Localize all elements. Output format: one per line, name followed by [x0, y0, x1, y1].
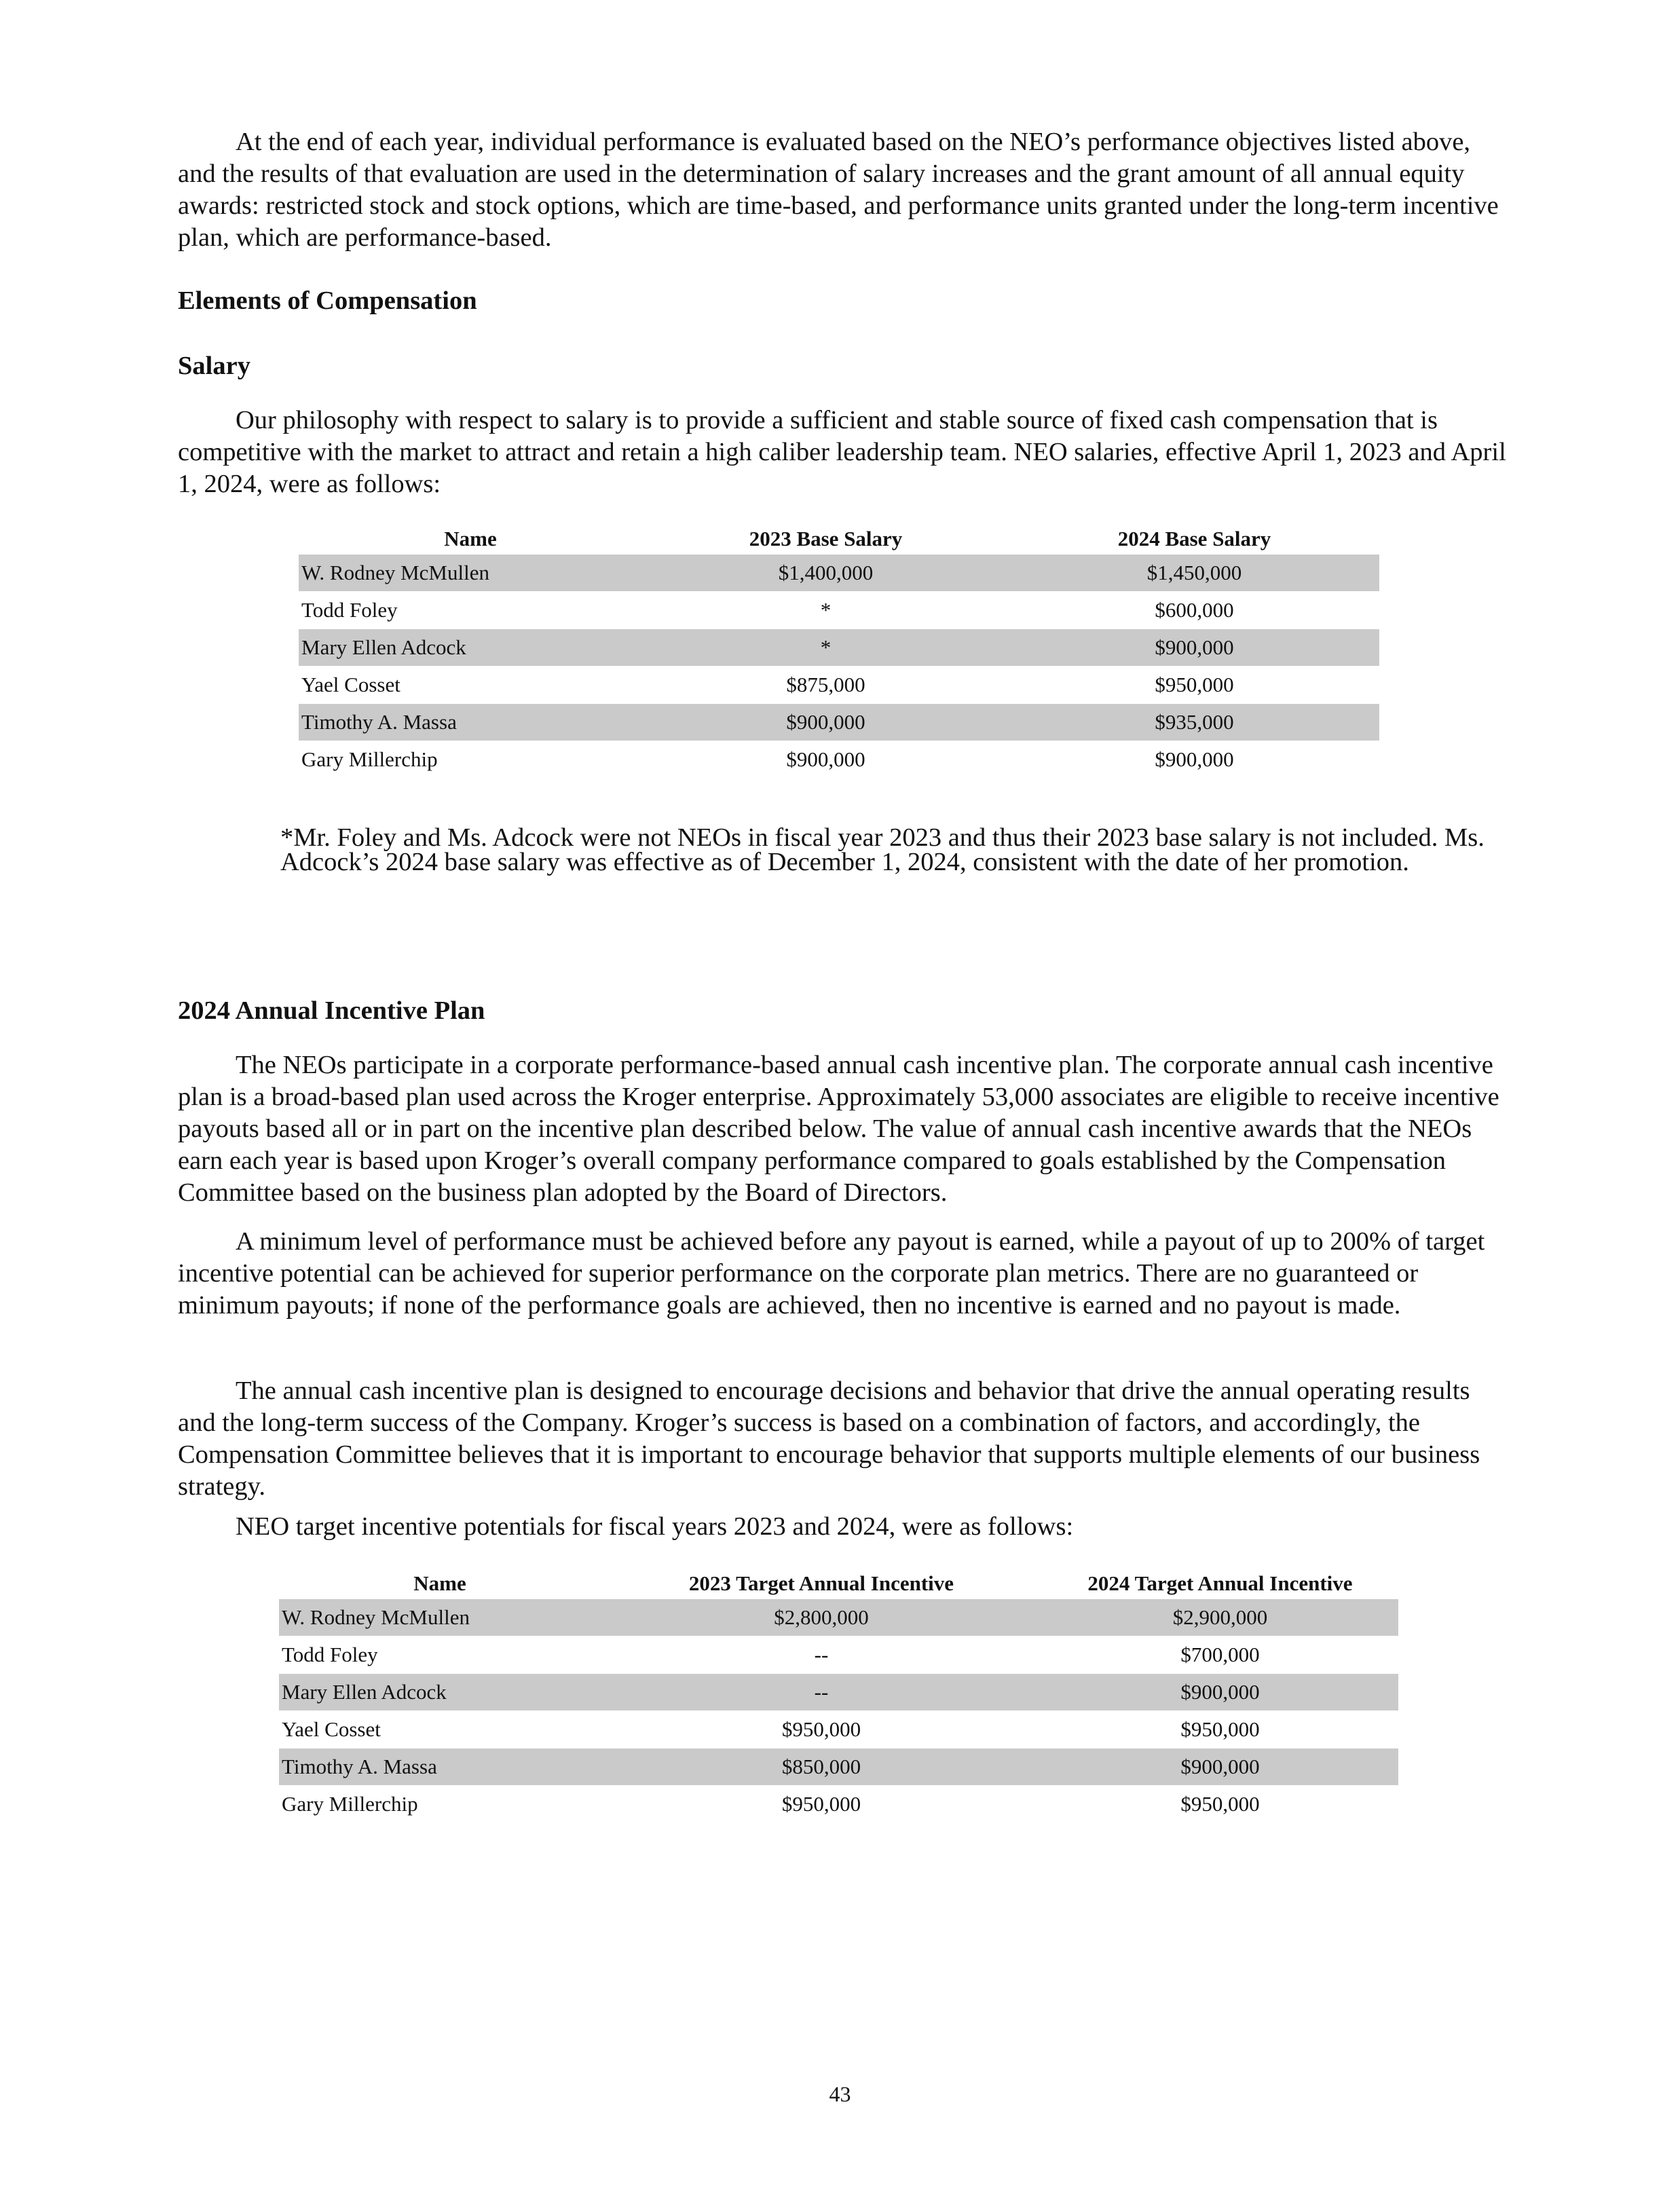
incentive-cell-2024: $2,900,000 [1042, 1599, 1398, 1636]
incentive-header-2024: 2024 Target Annual Incentive [1042, 1568, 1398, 1599]
incentive-cell-2024: $950,000 [1042, 1711, 1398, 1748]
aip-paragraph-4: NEO target incentive potentials for fiscal years 2023 and 2024, were as follows: [236, 1512, 1074, 1541]
heading-annual-incentive-plan: 2024 Annual Incentive Plan [178, 996, 485, 1025]
salary-cell-2024: $900,000 [1009, 629, 1379, 667]
salary-cell-2023: $900,000 [642, 741, 1009, 779]
salary-header-2023: 2023 Base Salary [642, 523, 1009, 555]
salary-cell-name: Todd Foley [299, 592, 642, 629]
table-row [279, 1748, 1398, 1786]
salary-footnote: *Mr. Foley and Ms. Adcock were not NEOs in fiscal year 2023 and thus their 2023 base salary is not included. Ms. Adcock’s 2024 base salary was effective as of December 1, 2024, consistent with the date of her promotion. [280, 823, 1485, 876]
table-row [299, 667, 1379, 704]
table-row [299, 555, 1379, 592]
salary-cell-2024: $1,450,000 [1009, 555, 1379, 592]
salary-header-name: Name [299, 523, 642, 555]
aip-paragraph-3: The annual cash incentive plan is designed to encourage decisions and behavior that drive the annual operating results and the long-term success of the Company. Kroger’s success is based on a combination of factors, and accordingly, the Compensation Committee believes that it is important to encourage behavior that supports multiple elements of our business strategy. [178, 1377, 1480, 1501]
table-row [299, 704, 1379, 741]
table-row [299, 592, 1379, 629]
salary-cell-2024: $950,000 [1009, 667, 1379, 704]
incentive-cell-2023: $850,000 [601, 1748, 1042, 1786]
salary-cell-name: Yael Cosset [299, 667, 642, 704]
aip-paragraph-1: The NEOs participate in a corporate performance-based annual cash incentive plan. The corporate annual cash incentive plan is a broad-based plan used across the Kroger enterprise. Approximately 53,000 associates are eligible to receive incentive payouts based all or in part on the incentive plan described below. The value of annual cash incentive awards that the NEOs earn each year is based upon Kroger’s overall company performance compared to goals established by the Compensation Committee based on the business plan adopted by the Board of Directors. [178, 1051, 1499, 1207]
heading-elements-of-compensation: Elements of Compensation [178, 286, 477, 315]
salary-table-header [299, 523, 1379, 555]
salary-header-2024: 2024 Base Salary [1009, 523, 1379, 555]
salary-cell-2023: $1,400,000 [642, 555, 1009, 592]
salary-cell-2023: * [642, 629, 1009, 667]
incentive-cell-2023: $950,000 [601, 1711, 1042, 1748]
salary-cell-name: W. Rodney McMullen [299, 555, 642, 592]
salary-cell-2023: $900,000 [642, 704, 1009, 741]
incentive-header-name: Name [279, 1568, 601, 1599]
table-row [279, 1599, 1398, 1636]
table-row [279, 1711, 1398, 1748]
salary-table [299, 523, 1379, 779]
table-row [299, 629, 1379, 667]
table-row [279, 1674, 1398, 1711]
incentive-cell-name: Yael Cosset [279, 1711, 601, 1748]
incentive-cell-2023: $950,000 [601, 1786, 1042, 1823]
incentive-cell-name: Mary Ellen Adcock [279, 1674, 601, 1711]
salary-cell-2024: $600,000 [1009, 592, 1379, 629]
incentive-cell-2024: $900,000 [1042, 1748, 1398, 1786]
incentive-cell-2024: $700,000 [1042, 1636, 1398, 1674]
heading-salary: Salary [178, 352, 250, 380]
table-row [279, 1786, 1398, 1823]
incentive-table [279, 1568, 1398, 1823]
incentive-table-header [279, 1568, 1398, 1599]
incentive-cell-2023: $2,800,000 [601, 1599, 1042, 1636]
salary-cell-2024: $900,000 [1009, 741, 1379, 779]
aip-paragraph-2: A minimum level of performance must be achieved before any payout is earned, while a payout of up to 200% of target incentive potential can be achieved for superior performance on the corporate plan metrics. There are no guaranteed or minimum payouts; if none of the performance goals are achieved, then no incentive is earned and no payout is made. [178, 1227, 1485, 1320]
incentive-cell-2023: -- [601, 1674, 1042, 1711]
incentive-cell-name: W. Rodney McMullen [279, 1599, 601, 1636]
incentive-cell-2024: $900,000 [1042, 1674, 1398, 1711]
table-row [299, 741, 1379, 779]
salary-paragraph: Our philosophy with respect to salary is to provide a sufficient and stable source of fixed cash compensation that is competitive with the market to attract and retain a high caliber leadership team. NEO salaries, effective April 1, 2023 and April 1, 2024, were as follows: [178, 406, 1506, 498]
table-row [279, 1636, 1398, 1674]
salary-cell-name: Timothy A. Massa [299, 704, 642, 741]
page-number: 43 [829, 2082, 851, 2106]
intro-paragraph: At the end of each year, individual performance is evaluated based on the NEO’s performance objectives listed above, and the results of that evaluation are used in the determination of salary increases and the grant amount of all annual equity awards: restricted stock and stock options, which are time-based, and performance units granted under the long-term incentive plan, which are performance-based. [178, 128, 1499, 252]
salary-cell-2023: $875,000 [642, 667, 1009, 704]
incentive-cell-name: Timothy A. Massa [279, 1748, 601, 1786]
salary-cell-name: Gary Millerchip [299, 741, 642, 779]
salary-cell-2023: * [642, 592, 1009, 629]
incentive-cell-2024: $950,000 [1042, 1786, 1398, 1823]
salary-cell-2024: $935,000 [1009, 704, 1379, 741]
incentive-cell-name: Todd Foley [279, 1636, 601, 1674]
incentive-cell-2023: -- [601, 1636, 1042, 1674]
incentive-cell-name: Gary Millerchip [279, 1786, 601, 1823]
incentive-header-2023: 2023 Target Annual Incentive [601, 1568, 1042, 1599]
salary-cell-name: Mary Ellen Adcock [299, 629, 642, 667]
